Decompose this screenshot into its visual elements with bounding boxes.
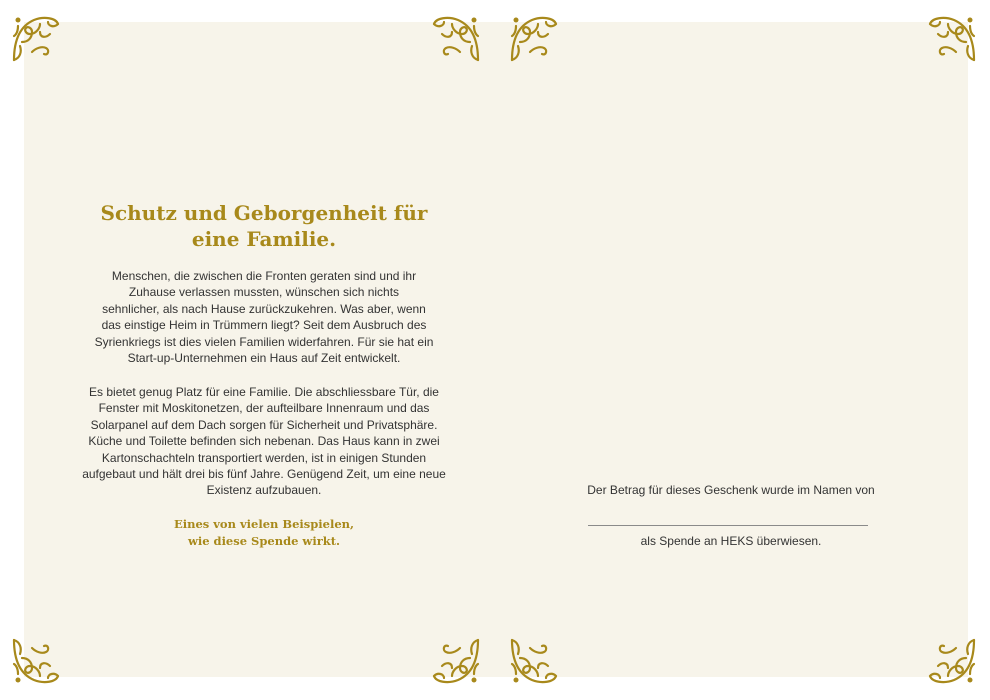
text-line: Kartonschachteln transportiert werden, ist in einigen Stunden bbox=[101, 450, 427, 465]
tagline-line-1: Eines von vielen Beispielen, bbox=[173, 517, 355, 531]
text-line: sehnlicher, als nach Hause zurückzukehren. Was aber, wenn bbox=[102, 301, 426, 316]
paragraph-1 bbox=[79, 268, 449, 366]
text-line: Solarpanel auf dem Dach sorgen für Sicherheit und Privatsphäre. bbox=[90, 417, 438, 432]
right-page bbox=[494, 22, 968, 677]
donation-intro-text: Der Betrag für dieses Geschenk wurde im Namen von bbox=[587, 483, 875, 497]
text-line: aufgebaut und hält drei bis fünf Jahre. Genügend Zeit, um eine neue bbox=[82, 467, 446, 482]
left-page bbox=[24, 22, 494, 677]
text-line: Existenz aufzubauen. bbox=[206, 483, 322, 498]
page-title bbox=[24, 200, 504, 252]
title-line-2: eine Familie. bbox=[191, 227, 337, 251]
text-line: Start-up-Unternehmen ein Haus auf Zeit entwickelt. bbox=[127, 351, 401, 366]
donation-outro-text: als Spende an HEKS überwiesen. bbox=[640, 534, 822, 548]
text-line: das einstige Heim in Trümmern liegt? Seit dem Ausbruch des bbox=[101, 318, 427, 333]
text-line: Zuhause verlassen mussten, wünschen sich nichts bbox=[128, 285, 400, 300]
paragraph-2 bbox=[79, 384, 449, 499]
text-line: Es bietet genug Platz für eine Familie. Die abschliessbare Tür, die bbox=[89, 385, 439, 399]
tagline-line-2: wie diese Spende wirkt. bbox=[187, 534, 341, 548]
name-signature-line[interactable] bbox=[588, 525, 868, 526]
text-line: Syrienkriegs ist dies vielen Familien widerfahren. Für sie hat ein bbox=[94, 334, 434, 349]
title-line-1: Schutz und Geborgenheit für bbox=[100, 201, 428, 225]
text-line: Küche und Toilette befinden sich nebenan. Das Haus kann in zwei bbox=[88, 434, 440, 449]
text-line: Menschen, die zwischen die Fronten geraten sind und ihr bbox=[111, 269, 417, 283]
text-line: Fenster mit Moskitonetzen, der aufteilbare Innenraum und das bbox=[98, 401, 430, 416]
tagline bbox=[24, 516, 504, 550]
